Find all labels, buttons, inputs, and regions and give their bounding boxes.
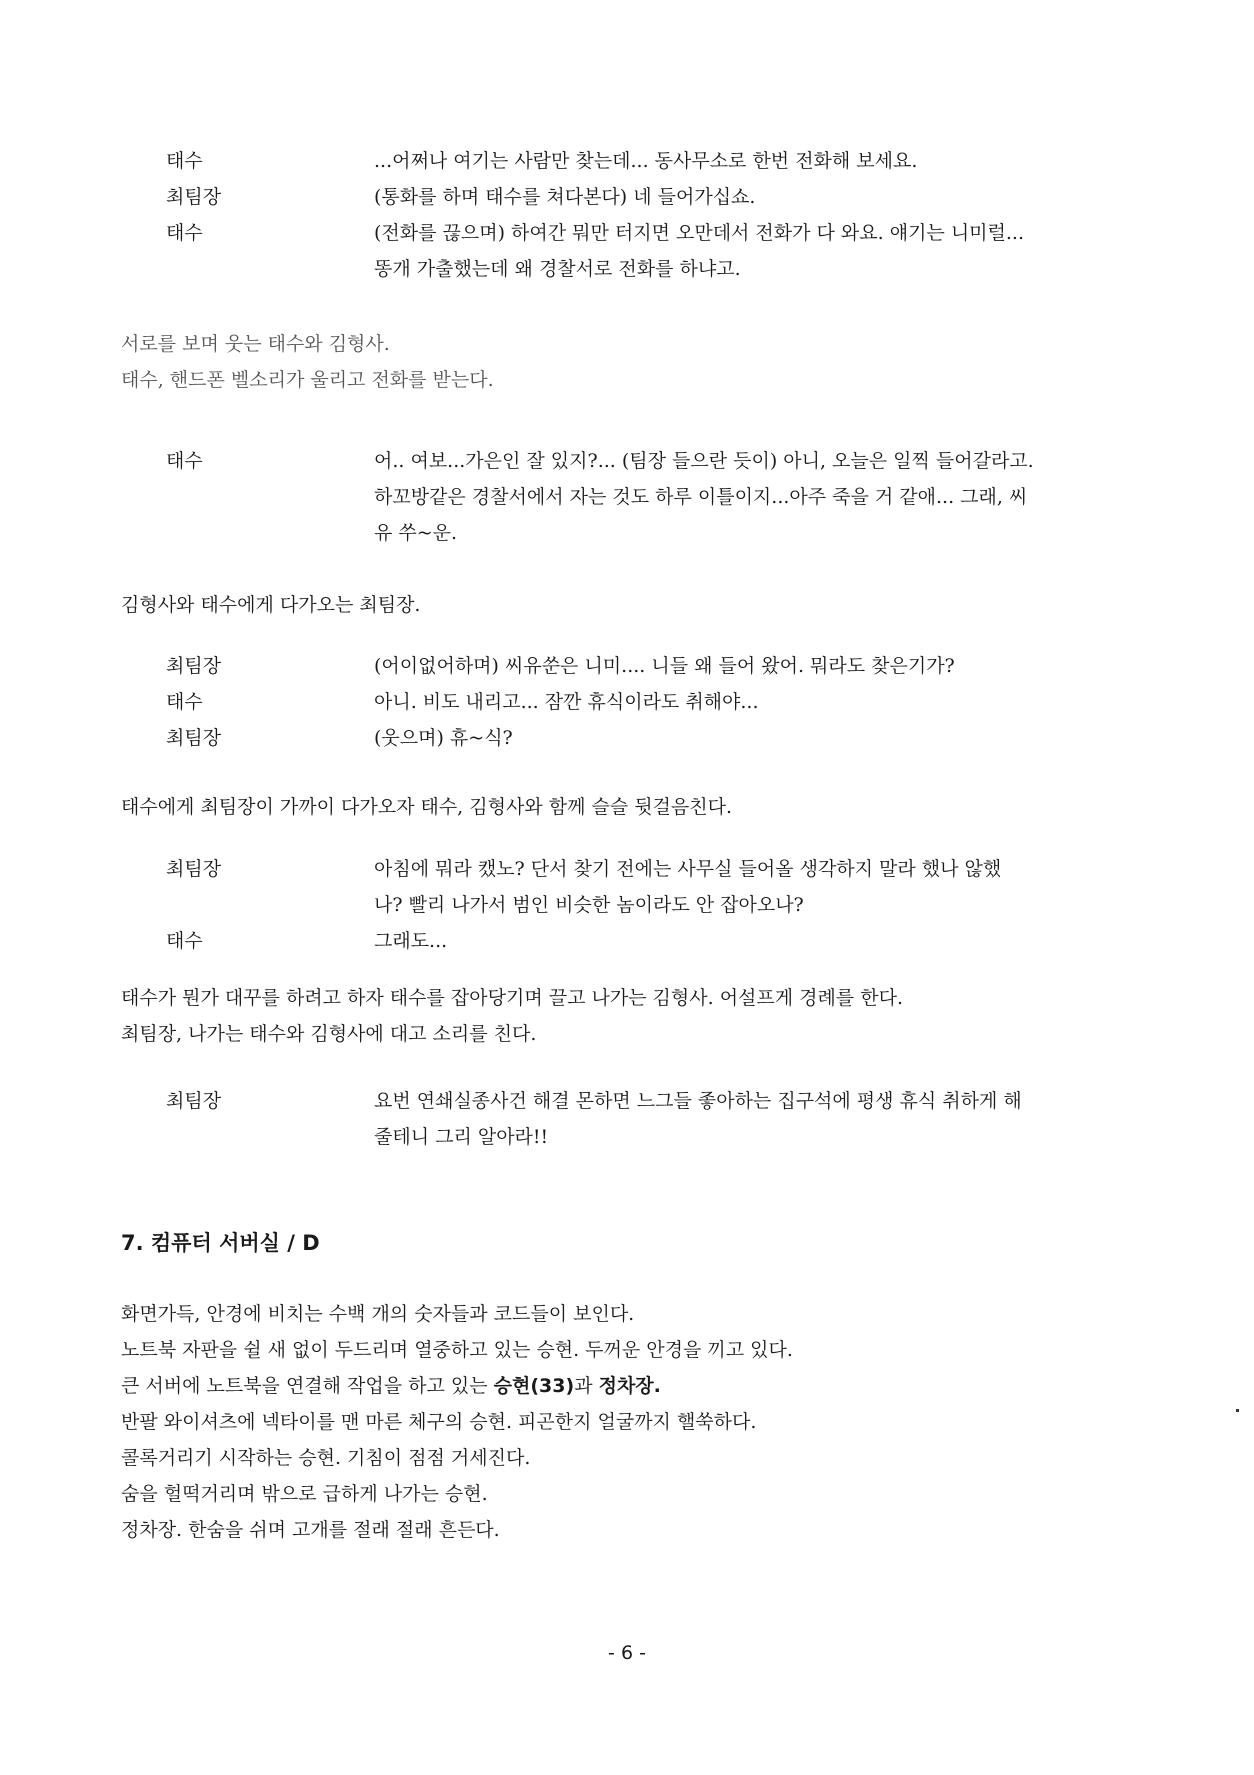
action-line: 콜록거리기 시작하는 승현. 기침이 점점 거세진다. xyxy=(121,1447,531,1469)
action-line: 노트북 자판을 쉴 새 없이 두드리며 열중하고 있는 승현. 두꺼운 안경을 끼고 있다. xyxy=(121,1339,793,1361)
action-line: 최팀장, 나가는 태수와 김형사에 대고 소리를 친다. xyxy=(121,1023,537,1045)
speaker-name: 태수 xyxy=(166,691,203,713)
dialogue-row xyxy=(0,443,1254,479)
action-block xyxy=(121,326,1131,398)
action-block xyxy=(121,1296,1131,1548)
speaker-name: 태수 xyxy=(166,450,203,472)
dialogue-row xyxy=(0,923,1254,959)
dialogue-line: 유 쑤~운. xyxy=(374,522,458,544)
speaker-name: 최팀장 xyxy=(166,1090,222,1112)
action-line: 화면가득, 안경에 비치는 수백 개의 숫자들과 코드들이 보인다. xyxy=(121,1303,635,1325)
dialogue-row xyxy=(0,479,1254,515)
dialogue-row xyxy=(0,648,1254,684)
dialogue-block xyxy=(0,1083,1254,1155)
dialogue-line: 하꼬방같은 경찰서에서 자는 것도 하루 이틀이지...아주 죽을 거 같애... 그래, 씨 xyxy=(374,486,1028,508)
dialogue-line: 줄테니 그리 알아라!! xyxy=(374,1126,549,1148)
action-block xyxy=(121,980,1131,1052)
dialogue-row xyxy=(0,851,1254,887)
action-line: 정차장. 한숨을 쉬며 고개를 절래 절래 흔든다. xyxy=(121,1519,500,1541)
speaker-name: 태수 xyxy=(166,930,203,952)
dialogue-line: (통화를 하며 태수를 쳐다본다) 네 들어가십쇼. xyxy=(374,186,756,208)
dialogue-row xyxy=(0,143,1254,179)
action-line: 반팔 와이셔츠에 넥타이를 맨 마른 체구의 승현. 피곤한지 얼굴까지 핼쑥하다. xyxy=(121,1411,757,1433)
speaker-name: 최팀장 xyxy=(166,858,222,880)
dialogue-block xyxy=(0,648,1254,756)
action-line: 김형사와 태수에게 다가오는 최팀장. xyxy=(121,594,421,616)
dialogue-row xyxy=(0,887,1254,923)
dialogue-row xyxy=(0,515,1254,551)
dialogue-line: 똥개 가출했는데 왜 경찰서로 전화를 하냐고. xyxy=(374,258,741,280)
dialogue-line: 요번 연쇄실종사건 해결 몬하면 느그들 좋아하는 집구석에 평생 휴식 취하게 해 xyxy=(374,1090,1022,1112)
action-text: 과 xyxy=(574,1375,599,1397)
dialogue-block xyxy=(0,443,1254,551)
dialogue-block xyxy=(0,143,1254,287)
speaker-name: 최팀장 xyxy=(166,186,222,208)
dialogue-row xyxy=(0,251,1254,287)
speaker-name: 최팀장 xyxy=(166,727,222,749)
dialogue-row xyxy=(0,179,1254,215)
action-line xyxy=(121,1368,1131,1404)
action-line: 태수가 뭔가 대꾸를 하려고 하자 태수를 잡아당기며 끌고 나가는 김형사. 어설프게 경례를 한다. xyxy=(121,987,904,1009)
dialogue-line: 그래도... xyxy=(374,930,448,952)
action-block xyxy=(121,789,1131,825)
dialogue-row xyxy=(0,1119,1254,1155)
dialogue-row xyxy=(0,684,1254,720)
dialogue-line: (전화를 끊으며) 하여간 뭐만 터지면 오만데서 전화가 다 와요. 얘기는 니미럴... xyxy=(374,222,1025,244)
dialogue-block xyxy=(0,851,1254,959)
dialogue-line: ...어쩌나 여기는 사람만 찾는데... 동사무소로 한번 전화해 보세요. xyxy=(374,150,918,172)
dialogue-row xyxy=(0,1083,1254,1119)
speaker-name: 태수 xyxy=(166,222,203,244)
action-block xyxy=(121,587,1131,623)
character-intro: 승현(33) xyxy=(493,1375,575,1397)
speaker-name: 태수 xyxy=(166,150,203,172)
action-line: 숨을 헐떡거리며 밖으로 급하게 나가는 승현. xyxy=(121,1483,488,1505)
scene-heading: 7. 컴퓨터 서버실 / D xyxy=(121,1231,320,1255)
dialogue-line: 아침에 뭐라 캤노? 단서 찾기 전에는 사무실 들어올 생각하지 말라 했나 않했 xyxy=(374,858,1002,880)
action-text: 큰 서버에 노트북을 연결해 작업을 하고 있는 xyxy=(121,1375,494,1397)
dialogue-line: 어.. 여보...가은인 잘 있지?... (팀장 들으란 듯이) 아니, 오늘은 일찍 들어갈라고. xyxy=(374,450,1034,472)
dialogue-row xyxy=(0,720,1254,756)
dialogue-line: 아니. 비도 내리고... 잠깐 휴식이라도 취해야... xyxy=(374,691,759,713)
dialogue-line: (어이없어하며) 씨유쑨은 니미.... 니들 왜 들어 왔어. 뭐라도 찾은기가? xyxy=(374,655,955,677)
action-line: 서로를 보며 웃는 태수와 김형사. xyxy=(121,333,390,355)
scan-speck xyxy=(1236,1409,1239,1412)
dialogue-line: (웃으며) 휴~식? xyxy=(374,727,513,749)
action-line: 태수에게 최팀장이 가까이 다가오자 태수, 김형사와 함께 슬슬 뒷걸음친다. xyxy=(121,796,733,818)
character-intro: 정차장. xyxy=(598,1375,661,1397)
speaker-name: 최팀장 xyxy=(166,655,222,677)
action-line: 태수, 핸드폰 벨소리가 울리고 전화를 받는다. xyxy=(121,369,494,391)
dialogue-line: 나? 빨리 나가서 범인 비슷한 놈이라도 안 잡아오나? xyxy=(374,894,804,916)
page-number: - 6 - xyxy=(608,1642,646,1664)
dialogue-row xyxy=(0,215,1254,251)
